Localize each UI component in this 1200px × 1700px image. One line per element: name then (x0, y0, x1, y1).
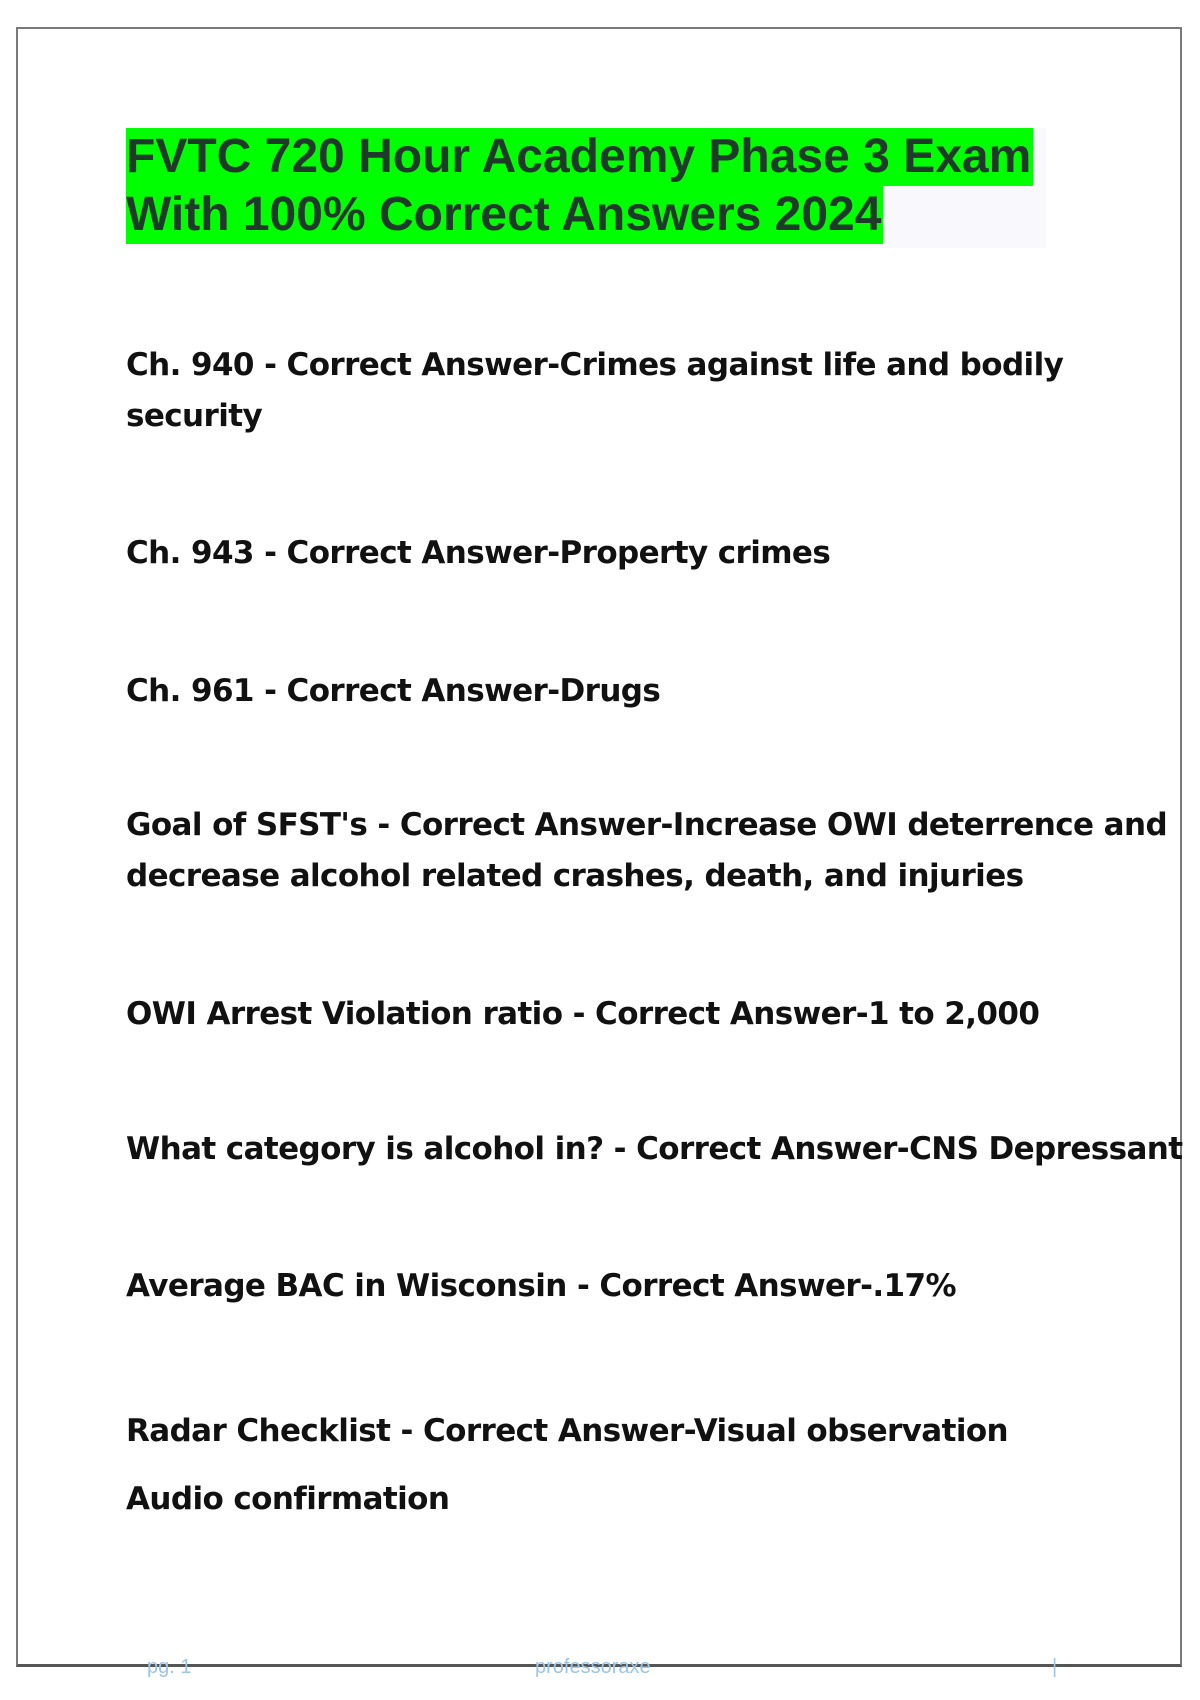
qa-item (126, 666, 1066, 717)
qa-item (126, 1261, 1066, 1312)
qa-item (126, 528, 1066, 579)
qa-line: What category is alcohol in? - Correct Answer-CNS Depressant (126, 1131, 1183, 1167)
page-number: pg. 1 (147, 1656, 192, 1678)
qa-line: Ch. 940 - Correct Answer-Crimes against life and bodily (126, 347, 1064, 383)
title-line-2: With 100% Correct Answers 2024 (126, 186, 883, 244)
qa-line: Radar Checklist - Correct Answer-Visual observation (126, 1413, 1009, 1449)
qa-line: Goal of SFST's - Correct Answer-Increase OWI deterrence and (126, 807, 1168, 843)
qa-line: Ch. 943 - Correct Answer-Property crimes (126, 535, 831, 571)
qa-line: decrease alcohol related crashes, death, and injuries (126, 858, 1024, 894)
qa-line: OWI Arrest Violation ratio - Correct Answer-1 to 2,000 (126, 996, 1040, 1032)
qa-item (126, 340, 1066, 442)
footer-author: professoraxe (535, 1656, 651, 1678)
footer-right-mark: | (1052, 1656, 1058, 1678)
qa-line: security (126, 398, 263, 434)
qa-line: Audio confirmation (126, 1481, 450, 1517)
qa-item (126, 989, 1066, 1040)
qa-item (126, 1124, 1183, 1175)
qa-line: Ch. 961 - Correct Answer-Drugs (126, 673, 661, 709)
qa-item (126, 800, 1168, 902)
qa-item (126, 1397, 1066, 1533)
title-line-1: FVTC 720 Hour Academy Phase 3 Exam (126, 128, 1033, 186)
document-title (126, 128, 1046, 248)
qa-line: Average BAC in Wisconsin - Correct Answer-.17% (126, 1268, 956, 1304)
